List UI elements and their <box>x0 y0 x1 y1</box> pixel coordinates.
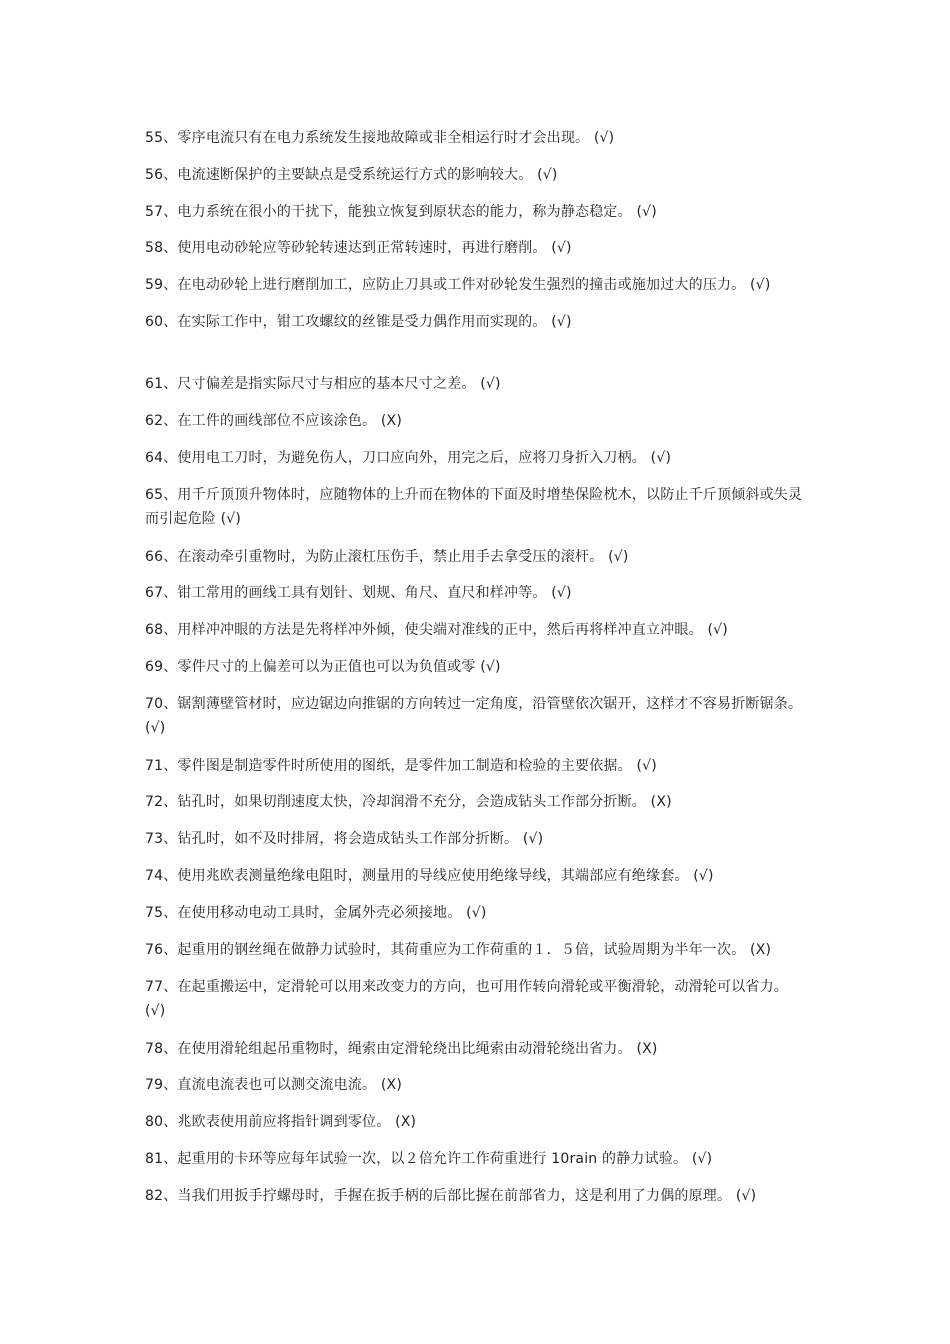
question-69: 69、零件尺寸的上偏差可以为正值也可以为负值或零 (√) <box>145 659 501 675</box>
question-75: 75、在使用移动电动工具时，金属外壳必须接地。 (√) <box>145 905 487 921</box>
question-74: 74、使用兆欧表测量绝缘电阻时，测量用的导线应使用绝缘导线，其端部应有绝缘套。 (√) <box>145 868 714 884</box>
question-64: 64、使用电工刀时，为避免伤人，刀口应向外，用完之后，应将刀身折入刀柄。 (√) <box>145 450 672 466</box>
question-56: 56、电流速断保护的主要缺点是受系统运行方式的影响较大。 (√) <box>145 167 558 183</box>
question-62: 62、在工件的画线部位不应该涂色。 (X) <box>145 413 402 429</box>
question-82: 82、当我们用扳手拧螺母时，手握在扳手柄的后部比握在前部省力，这是利用了力偶的原理。 (√) <box>145 1188 757 1204</box>
question-65: 65、用千斤顶顶升物体时，应随物体的上升而在物体的下面及时增垫保险枕木，以防止千斤顶倾斜或失灵而引起危险 (√) <box>145 487 803 527</box>
question-72: 72、钻孔时，如果切削速度太快，冷却润滑不充分，会造成钻头工作部分折断。 (X) <box>145 794 672 810</box>
question-70: 70、锯割薄壁管材时，应边锯边向推锯的方向转过一定角度，沿管壁依次锯开，这样才不容易折断锯条。 (√) <box>145 696 803 736</box>
question-57: 57、电力系统在很小的干扰下，能独立恢复到原状态的能力，称为静态稳定。 (√) <box>145 204 657 220</box>
question-59: 59、在电动砂轮上进行磨削加工，应防止刀具或工件对砂轮发生强烈的撞击或施加过大的压力。 (√) <box>145 277 771 293</box>
question-67: 67、钳工常用的画线工具有划针、划规、角尺、直尺和样冲等。 (√) <box>145 585 572 601</box>
question-78: 78、在使用滑轮组起吊重物时，绳索由定滑轮绕出比绳索由动滑轮绕出省力。 (X) <box>145 1041 658 1057</box>
question-61: 61、尺寸偏差是指实际尺寸与相应的基本尺寸之差。 (√) <box>145 376 501 392</box>
question-71: 71、零件图是制造零件时所使用的图纸，是零件加工制造和检验的主要依据。 (√) <box>145 758 657 774</box>
question-58: 58、使用电动砂轮应等砂轮转速达到正常转速时，再进行磨削。 (√) <box>145 240 572 256</box>
question-79: 79、直流电流表也可以测交流电流。 (X) <box>145 1077 402 1093</box>
question-80: 80、兆欧表使用前应将指针调到零位。 (X) <box>145 1114 417 1130</box>
question-55: 55、零序电流只有在电力系统发生接地故障或非全相运行时才会出现。 (√) <box>145 130 615 146</box>
question-76: 76、起重用的钢丝绳在做静力试验时，其荷重应为工作荷重的１．５倍，试验周期为半年一次。 (X) <box>145 942 772 958</box>
question-66: 66、在滚动牵引重物时，为防止滚杠压伤手，禁止用手去拿受压的滚杆。 (√) <box>145 549 629 565</box>
question-68: 68、用样冲冲眼的方法是先将样冲外倾，使尖端对准线的正中，然后再将样冲直立冲眼。 (√) <box>145 622 728 638</box>
question-73: 73、钻孔时，如不及时排屑，将会造成钻头工作部分折断。 (√) <box>145 831 544 847</box>
question-77: 77、在起重搬运中，定滑轮可以用来改变力的方向，也可用作转向滑轮或平衡滑轮，动滑轮可以省力。 (√) <box>145 979 789 1019</box>
question-60: 60、在实际工作中，钳工攻螺纹的丝锥是受力偶作用而实现的。 (√) <box>145 314 572 330</box>
question-81: 81、起重用的卡环等应每年试验一次，以２倍允许工作荷重进行 10rain 的静力试验。 (√) <box>145 1151 713 1167</box>
